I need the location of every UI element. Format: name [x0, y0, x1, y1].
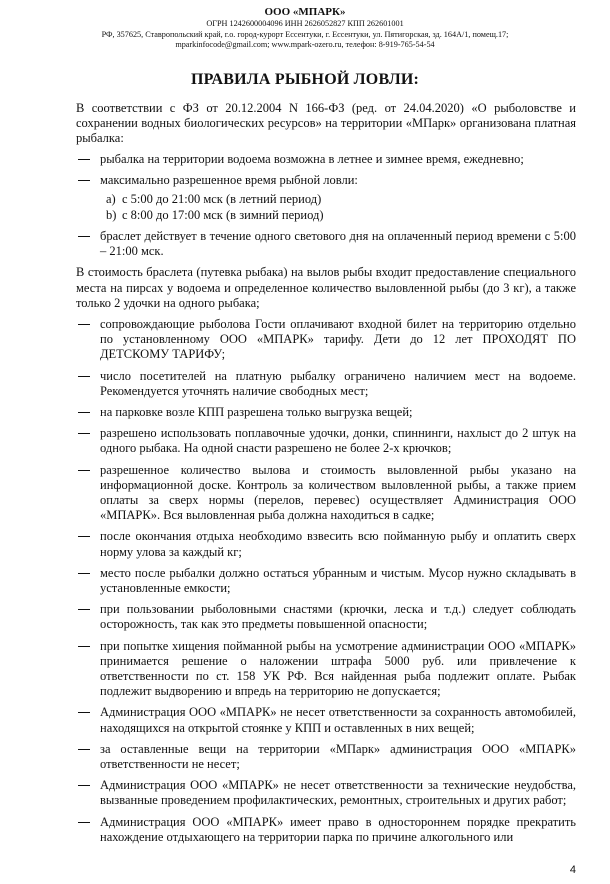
- list-item: сопровождающие рыболова Гости оплачивают входной билет на территорию отдельно по установленному ООО «МПАРК» тарифу. Дети до 12 лет ПРОХОДЯТ ПО ДЕТСКОМУ ТАРИФУ;: [76, 317, 576, 363]
- list-item: максимально разрешенное время рыбной ловли:: [76, 173, 576, 188]
- rules-list-1b: [76, 229, 576, 259]
- list-item: место после рыбалки должно остаться убранным и чистым. Мусор нужно складывать в установленные емкости;: [76, 566, 576, 596]
- time-sublist: [76, 192, 576, 223]
- list-item: рыбалка на территории водоема возможна в летнее и зимнее время, ежедневно;: [76, 152, 576, 167]
- price-paragraph: В стоимость браслета (путевка рыбака) на вылов рыбы входит предоставление специального места на пирсах у водоема и определенное количество выловленной рыбы (до 3 кг), а также только 2 удочки на одного рыбака;: [76, 265, 576, 310]
- list-item: Администрация ООО «МПАРК» не несет ответственности за сохранность автомобилей, находящихся на открытой стоянке у КПП и оставленных в них вещей;: [76, 705, 576, 735]
- company-name: ООО «МПАРК»: [264, 6, 346, 18]
- registration-line: ОГРН 1242600004096 ИНН 2626052827 КПП 262601001: [206, 19, 404, 28]
- list-item: браслет действует в течение одного светового дня на оплаченный период времени с 5:00 – 21:00 мск.: [76, 229, 576, 259]
- sublist-item: [106, 191, 576, 207]
- intro-paragraph: В соответствии с ФЗ от 20.12.2004 N 166-ФЗ (ред. от 24.04.2020) «О рыболовстве и сохранении водных биологических ресурсов» на территории «МПарк» организована платная рыбалка:: [76, 100, 576, 145]
- sublist-text: с 8:00 до 17:00 мск (в зимний период): [122, 207, 324, 222]
- list-item: Администрация ООО «МПАРК» имеет право в одностороннем порядке прекратить нахождение отдыхающего на территории парка по причине алкогольного или: [76, 815, 576, 845]
- list-item: за оставленные вещи на территории «МПарк» администрация ООО «МПАРК» ответственности не несет;: [76, 742, 576, 772]
- list-item: на парковке возле КПП разрешена только выгрузка вещей;: [76, 405, 576, 420]
- sublist-item: [106, 207, 576, 223]
- rules-list-2: [76, 317, 576, 845]
- list-item: разрешенное количество вылова и стоимость выловленной рыбы указано на информационной доске. Контроль за количеством выловленной рыбы, а также прием оплаты за сверх нормы (перелов, перевес) осуществляет Администрация ООО «МПАРК». Вся выловленная рыба должна находиться в садке;: [76, 463, 576, 524]
- page-title: ПРАВИЛА РЫБНОЙ ЛОВЛИ:: [190, 70, 420, 88]
- list-item: при пользовании рыболовными снастями (крючки, леска и т.д.) следует соблюдать осторожность, так как это предметы повышенной опасности;: [76, 602, 576, 632]
- document-body: [0, 101, 610, 846]
- page-number: 4: [569, 864, 576, 876]
- letterhead: [0, 0, 610, 51]
- list-item: при попытке хищения пойманной рыбы на усмотрение администрации ООО «МПАРК» принимается решение о наложении штрафа 5000 руб. или привлечение к ответственности по ст. 158 УК РФ. Вся найденная рыба подлежит оплате. Рыбак подлежит выдворению и впредь на территорию не допускается;: [76, 639, 576, 700]
- list-item: разрешено использовать поплавочные удочки, донки, спиннинги, нахлыст до 2 штук на одного рыбака. На одной снасти разрешено не более 2-х крючков;: [76, 426, 576, 456]
- address-line: РФ, 357625, Ставропольский край, г.о. город-курорт Ессентуки, г. Ессентуки, ул. Пятигорская, зд. 164А/1, помещ.17;: [101, 29, 509, 39]
- rules-list-1: [76, 152, 576, 188]
- list-item: число посетителей на платную рыбалку ограничено наличием мест на водоеме. Рекомендуется уточнять наличие свободных мест;: [76, 369, 576, 399]
- sublist-marker: a): [106, 191, 116, 206]
- sublist-text: с 5:00 до 21:00 мск (в летний период): [122, 191, 322, 206]
- list-item: Администрация ООО «МПАРК» не несет ответственности за технические неудобства, вызванные проведением профилактических, ремонтных, строительных и других работ;: [76, 778, 576, 808]
- contacts-line: mparkinfocode@gmail.com; www.mpark-ozero.ru, телефон: 8-919-765-54-54: [175, 40, 435, 49]
- sublist-marker: b): [106, 207, 117, 222]
- list-item: после окончания отдыха необходимо взвесить всю пойманную рыбу и оплатить сверх норму улова за каждый кг;: [76, 529, 576, 559]
